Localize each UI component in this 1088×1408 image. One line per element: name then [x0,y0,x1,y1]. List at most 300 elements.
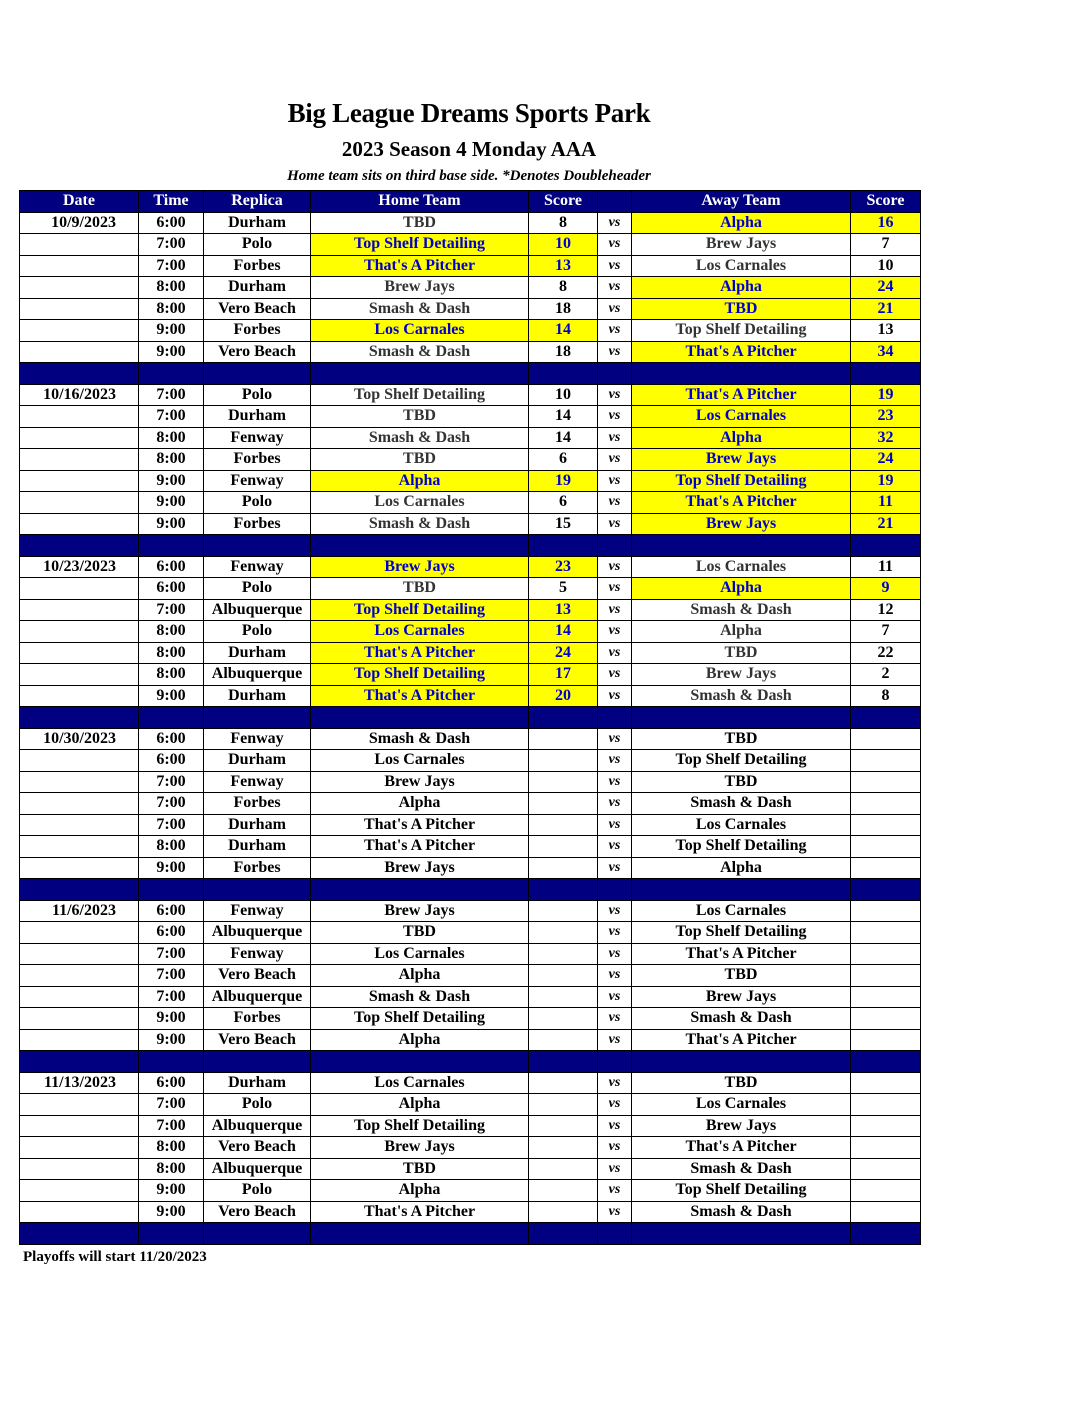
away-score-cell: 32 [851,427,921,449]
page-subtitle: 2023 Season 4 Monday AAA [341,137,597,161]
away-score-cell: 16 [851,212,921,234]
away-score-cell: 8 [851,685,921,707]
replica-cell: Polo [204,1180,311,1202]
away-score-cell [851,1137,921,1159]
home-score-cell [529,922,598,944]
date-cell [20,771,139,793]
game-row [20,449,921,471]
away-score-cell: 22 [851,642,921,664]
away-team-cell: Brew Jays [632,1115,851,1137]
replica-cell: Forbes [204,449,311,471]
away-team-cell: Los Carnales [632,814,851,836]
home-team-cell: Alpha [311,470,529,492]
separator-cell [632,707,851,729]
vs-cell: vs [598,814,632,836]
date-cell [20,1158,139,1180]
game-row [20,406,921,428]
separator-cell [851,535,921,557]
home-score-cell: 23 [529,556,598,578]
home-score-cell: 14 [529,427,598,449]
away-score-cell [851,1158,921,1180]
home-team-cell: Smash & Dash [311,298,529,320]
away-team-cell: Brew Jays [632,449,851,471]
time-cell: 7:00 [139,943,204,965]
home-score-cell [529,728,598,750]
date-cell: 11/13/2023 [20,1072,139,1094]
time-cell: 7:00 [139,965,204,987]
home-team-cell: Brew Jays [311,900,529,922]
away-team-cell: TBD [632,1072,851,1094]
replica-cell: Forbes [204,857,311,879]
date-cell [20,1115,139,1137]
away-score-cell [851,814,921,836]
replica-cell: Forbes [204,255,311,277]
separator-cell [529,363,598,385]
away-score-cell: 11 [851,556,921,578]
home-team-cell: TBD [311,1158,529,1180]
home-score-cell [529,814,598,836]
separator-cell [139,1051,204,1073]
home-score-cell: 10 [529,234,598,256]
date-cell [20,1094,139,1116]
home-score-cell: 14 [529,406,598,428]
game-row [20,427,921,449]
game-row [20,1029,921,1051]
home-score-cell [529,965,598,987]
separator-cell [598,879,632,901]
time-cell: 9:00 [139,1180,204,1202]
away-score-cell: 12 [851,599,921,621]
date-cell [20,255,139,277]
home-team-cell: Los Carnales [311,320,529,342]
game-row [20,793,921,815]
time-cell: 8:00 [139,427,204,449]
away-team-cell: Alpha [632,427,851,449]
away-team-cell: Smash & Dash [632,1008,851,1030]
game-row [20,1115,921,1137]
vs-cell: vs [598,900,632,922]
game-row [20,943,921,965]
date-cell [20,1201,139,1223]
header-row [20,191,921,213]
separator-cell [598,1051,632,1073]
away-team-cell: TBD [632,728,851,750]
vs-cell: vs [598,341,632,363]
vs-cell: vs [598,427,632,449]
home-team-cell: Top Shelf Detailing [311,1008,529,1030]
separator-cell [851,879,921,901]
time-cell: 8:00 [139,621,204,643]
vs-cell: vs [598,234,632,256]
home-score-cell: 24 [529,642,598,664]
home-team-cell: Alpha [311,965,529,987]
date-cell [20,470,139,492]
game-row [20,750,921,772]
date-cell [20,922,139,944]
vs-cell: vs [598,255,632,277]
away-team-cell: Alpha [632,277,851,299]
time-cell: 9:00 [139,341,204,363]
game-row [20,922,921,944]
separator-cell [20,363,139,385]
home-team-cell: Brew Jays [311,1137,529,1159]
home-team-cell: That's A Pitcher [311,685,529,707]
away-score-cell: 21 [851,513,921,535]
date-cell: 10/16/2023 [20,384,139,406]
replica-cell: Vero Beach [204,1137,311,1159]
replica-cell: Albuquerque [204,1158,311,1180]
replica-cell: Vero Beach [204,341,311,363]
vs-cell: vs [598,728,632,750]
home-team-cell: Smash & Dash [311,728,529,750]
time-cell: 6:00 [139,1072,204,1094]
vs-cell: vs [598,943,632,965]
schedule-table [19,190,921,1245]
home-score-cell: 15 [529,513,598,535]
separator-cell [529,707,598,729]
home-score-cell: 8 [529,277,598,299]
game-row [20,900,921,922]
home-team-cell: Los Carnales [311,1072,529,1094]
time-cell: 7:00 [139,1094,204,1116]
home-score-cell [529,1008,598,1030]
vs-cell: vs [598,277,632,299]
home-score-cell: 13 [529,255,598,277]
home-team-cell: Alpha [311,1094,529,1116]
home-team-cell: TBD [311,406,529,428]
separator-cell [204,1223,311,1245]
away-team-cell: Los Carnales [632,406,851,428]
date-cell [20,298,139,320]
time-cell: 8:00 [139,664,204,686]
away-team-cell: Alpha [632,857,851,879]
date-cell [20,449,139,471]
date-cell [20,320,139,342]
replica-cell: Fenway [204,556,311,578]
game-row [20,986,921,1008]
away-team-cell: Brew Jays [632,234,851,256]
separator-cell [632,535,851,557]
separator-cell [529,1223,598,1245]
time-cell: 8:00 [139,449,204,471]
schedule-body [20,212,921,1244]
column-header-time: Time [139,191,204,213]
vs-cell: vs [598,578,632,600]
replica-cell: Albuquerque [204,664,311,686]
game-row [20,320,921,342]
away-score-cell [851,857,921,879]
date-cell [20,750,139,772]
replica-cell: Vero Beach [204,965,311,987]
away-team-cell: Los Carnales [632,255,851,277]
away-team-cell: Smash & Dash [632,599,851,621]
replica-cell: Polo [204,384,311,406]
away-score-cell [851,793,921,815]
home-score-cell: 8 [529,212,598,234]
date-cell: 11/6/2023 [20,900,139,922]
replica-cell: Polo [204,1094,311,1116]
home-team-cell: That's A Pitcher [311,1201,529,1223]
game-row [20,621,921,643]
separator-cell [311,1051,529,1073]
time-cell: 9:00 [139,857,204,879]
away-team-cell: That's A Pitcher [632,943,851,965]
game-row [20,1180,921,1202]
home-team-cell: Brew Jays [311,857,529,879]
replica-cell: Fenway [204,470,311,492]
home-score-cell: 6 [529,449,598,471]
replica-cell: Durham [204,212,311,234]
game-row [20,556,921,578]
away-team-cell: Alpha [632,621,851,643]
away-score-cell [851,986,921,1008]
time-cell: 7:00 [139,234,204,256]
date-cell [20,836,139,858]
time-cell: 9:00 [139,513,204,535]
date-cell [20,578,139,600]
away-team-cell: Los Carnales [632,900,851,922]
date-cell [20,599,139,621]
date-cell [20,492,139,514]
vs-cell: vs [598,492,632,514]
away-team-cell: Los Carnales [632,1094,851,1116]
away-team-cell: That's A Pitcher [632,1137,851,1159]
game-row [20,492,921,514]
vs-cell: vs [598,857,632,879]
away-score-cell [851,750,921,772]
away-score-cell: 24 [851,277,921,299]
separator-cell [204,707,311,729]
separator-cell [20,1223,139,1245]
away-score-cell: 23 [851,406,921,428]
time-cell: 8:00 [139,642,204,664]
away-score-cell [851,900,921,922]
home-team-cell: Top Shelf Detailing [311,384,529,406]
vs-cell: vs [598,212,632,234]
away-score-cell [851,922,921,944]
home-score-cell: 20 [529,685,598,707]
home-score-cell [529,1158,598,1180]
away-score-cell: 21 [851,298,921,320]
separator-cell [204,535,311,557]
home-score-cell [529,986,598,1008]
home-team-cell: Los Carnales [311,750,529,772]
replica-cell: Durham [204,814,311,836]
home-score-cell: 6 [529,492,598,514]
replica-cell: Durham [204,750,311,772]
home-team-cell: Top Shelf Detailing [311,234,529,256]
date-cell [20,793,139,815]
away-score-cell [851,1029,921,1051]
replica-cell: Durham [204,836,311,858]
time-cell: 7:00 [139,384,204,406]
time-cell: 6:00 [139,728,204,750]
time-cell: 9:00 [139,1201,204,1223]
home-team-cell: Alpha [311,793,529,815]
game-row [20,255,921,277]
vs-cell: vs [598,1029,632,1051]
away-team-cell: Top Shelf Detailing [632,750,851,772]
home-team-cell: TBD [311,449,529,471]
home-score-cell [529,1029,598,1051]
vs-cell: vs [598,556,632,578]
separator-cell [529,1051,598,1073]
date-cell [20,621,139,643]
game-row [20,1201,921,1223]
separator-cell [598,363,632,385]
playoffs-note: Playoffs will start 11/20/2023 [23,1249,207,1265]
home-score-cell [529,1115,598,1137]
date-cell [20,857,139,879]
home-score-cell [529,1094,598,1116]
away-team-cell: Alpha [632,212,851,234]
date-cell [20,965,139,987]
time-cell: 7:00 [139,406,204,428]
game-row [20,513,921,535]
home-score-cell: 17 [529,664,598,686]
away-team-cell: Smash & Dash [632,793,851,815]
separator-cell [632,1223,851,1245]
home-team-cell: Smash & Dash [311,513,529,535]
date-cell: 10/30/2023 [20,728,139,750]
away-team-cell: Top Shelf Detailing [632,320,851,342]
separator-cell [311,1223,529,1245]
vs-cell: vs [598,1094,632,1116]
vs-cell: vs [598,406,632,428]
separator-cell [851,363,921,385]
time-cell: 7:00 [139,814,204,836]
home-score-cell: 18 [529,341,598,363]
replica-cell: Polo [204,234,311,256]
separator-cell [632,363,851,385]
time-cell: 9:00 [139,1008,204,1030]
week-separator-row [20,363,921,385]
time-cell: 9:00 [139,492,204,514]
separator-cell [139,879,204,901]
separator-cell [851,1223,921,1245]
away-score-cell: 9 [851,578,921,600]
game-row [20,384,921,406]
home-team-cell: That's A Pitcher [311,836,529,858]
replica-cell: Durham [204,685,311,707]
game-row [20,1072,921,1094]
vs-cell: vs [598,750,632,772]
separator-cell [598,1223,632,1245]
replica-cell: Forbes [204,793,311,815]
away-team-cell: TBD [632,771,851,793]
date-cell [20,986,139,1008]
away-team-cell: Smash & Dash [632,1201,851,1223]
vs-cell: vs [598,1180,632,1202]
separator-cell [139,1223,204,1245]
away-score-cell [851,1115,921,1137]
separator-cell [139,363,204,385]
game-row [20,234,921,256]
game-row [20,1008,921,1030]
separator-cell [139,535,204,557]
replica-cell: Vero Beach [204,1029,311,1051]
column-header-home-team: Home Team [311,191,529,213]
date-cell [20,642,139,664]
game-row [20,212,921,234]
away-team-cell: That's A Pitcher [632,341,851,363]
replica-cell: Albuquerque [204,1115,311,1137]
away-score-cell [851,1072,921,1094]
vs-cell: vs [598,449,632,471]
vs-cell: vs [598,1072,632,1094]
vs-cell: vs [598,642,632,664]
time-cell: 6:00 [139,900,204,922]
week-separator-row [20,1051,921,1073]
away-score-cell [851,728,921,750]
separator-cell [204,879,311,901]
column-header-away-score: Score [851,191,921,213]
date-cell [20,234,139,256]
home-team-cell: Top Shelf Detailing [311,664,529,686]
vs-cell: vs [598,470,632,492]
home-team-cell: TBD [311,578,529,600]
time-cell: 7:00 [139,793,204,815]
home-score-cell [529,771,598,793]
replica-cell: Albuquerque [204,922,311,944]
home-score-cell [529,1072,598,1094]
home-score-cell [529,943,598,965]
separator-cell [204,363,311,385]
home-team-cell: Smash & Dash [311,986,529,1008]
replica-cell: Durham [204,406,311,428]
home-team-cell: That's A Pitcher [311,255,529,277]
separator-cell [311,879,529,901]
game-row [20,1137,921,1159]
home-score-cell [529,1137,598,1159]
away-score-cell [851,771,921,793]
replica-cell: Forbes [204,1008,311,1030]
separator-cell [598,535,632,557]
date-cell: 10/9/2023 [20,212,139,234]
away-score-cell [851,1094,921,1116]
home-score-cell [529,1201,598,1223]
away-team-cell: That's A Pitcher [632,384,851,406]
vs-cell: vs [598,384,632,406]
separator-cell [311,707,529,729]
date-cell: 10/23/2023 [20,556,139,578]
away-score-cell: 11 [851,492,921,514]
replica-cell: Durham [204,277,311,299]
away-score-cell: 13 [851,320,921,342]
date-cell [20,1008,139,1030]
separator-cell [529,879,598,901]
game-row [20,1158,921,1180]
time-cell: 9:00 [139,320,204,342]
time-cell: 6:00 [139,750,204,772]
replica-cell: Polo [204,621,311,643]
vs-cell: vs [598,922,632,944]
time-cell: 8:00 [139,836,204,858]
replica-cell: Albuquerque [204,599,311,621]
home-score-cell: 14 [529,621,598,643]
time-cell: 8:00 [139,277,204,299]
separator-cell [204,1051,311,1073]
vs-cell: vs [598,513,632,535]
date-cell [20,943,139,965]
doubleheader-note: Home team sits on third base side. *Denotes Doubleheader [287,168,651,184]
home-team-cell: Alpha [311,1029,529,1051]
away-score-cell [851,1008,921,1030]
away-team-cell: Alpha [632,578,851,600]
page-title: Big League Dreams Sports Park [287,98,651,128]
vs-cell: vs [598,1201,632,1223]
replica-cell: Forbes [204,320,311,342]
